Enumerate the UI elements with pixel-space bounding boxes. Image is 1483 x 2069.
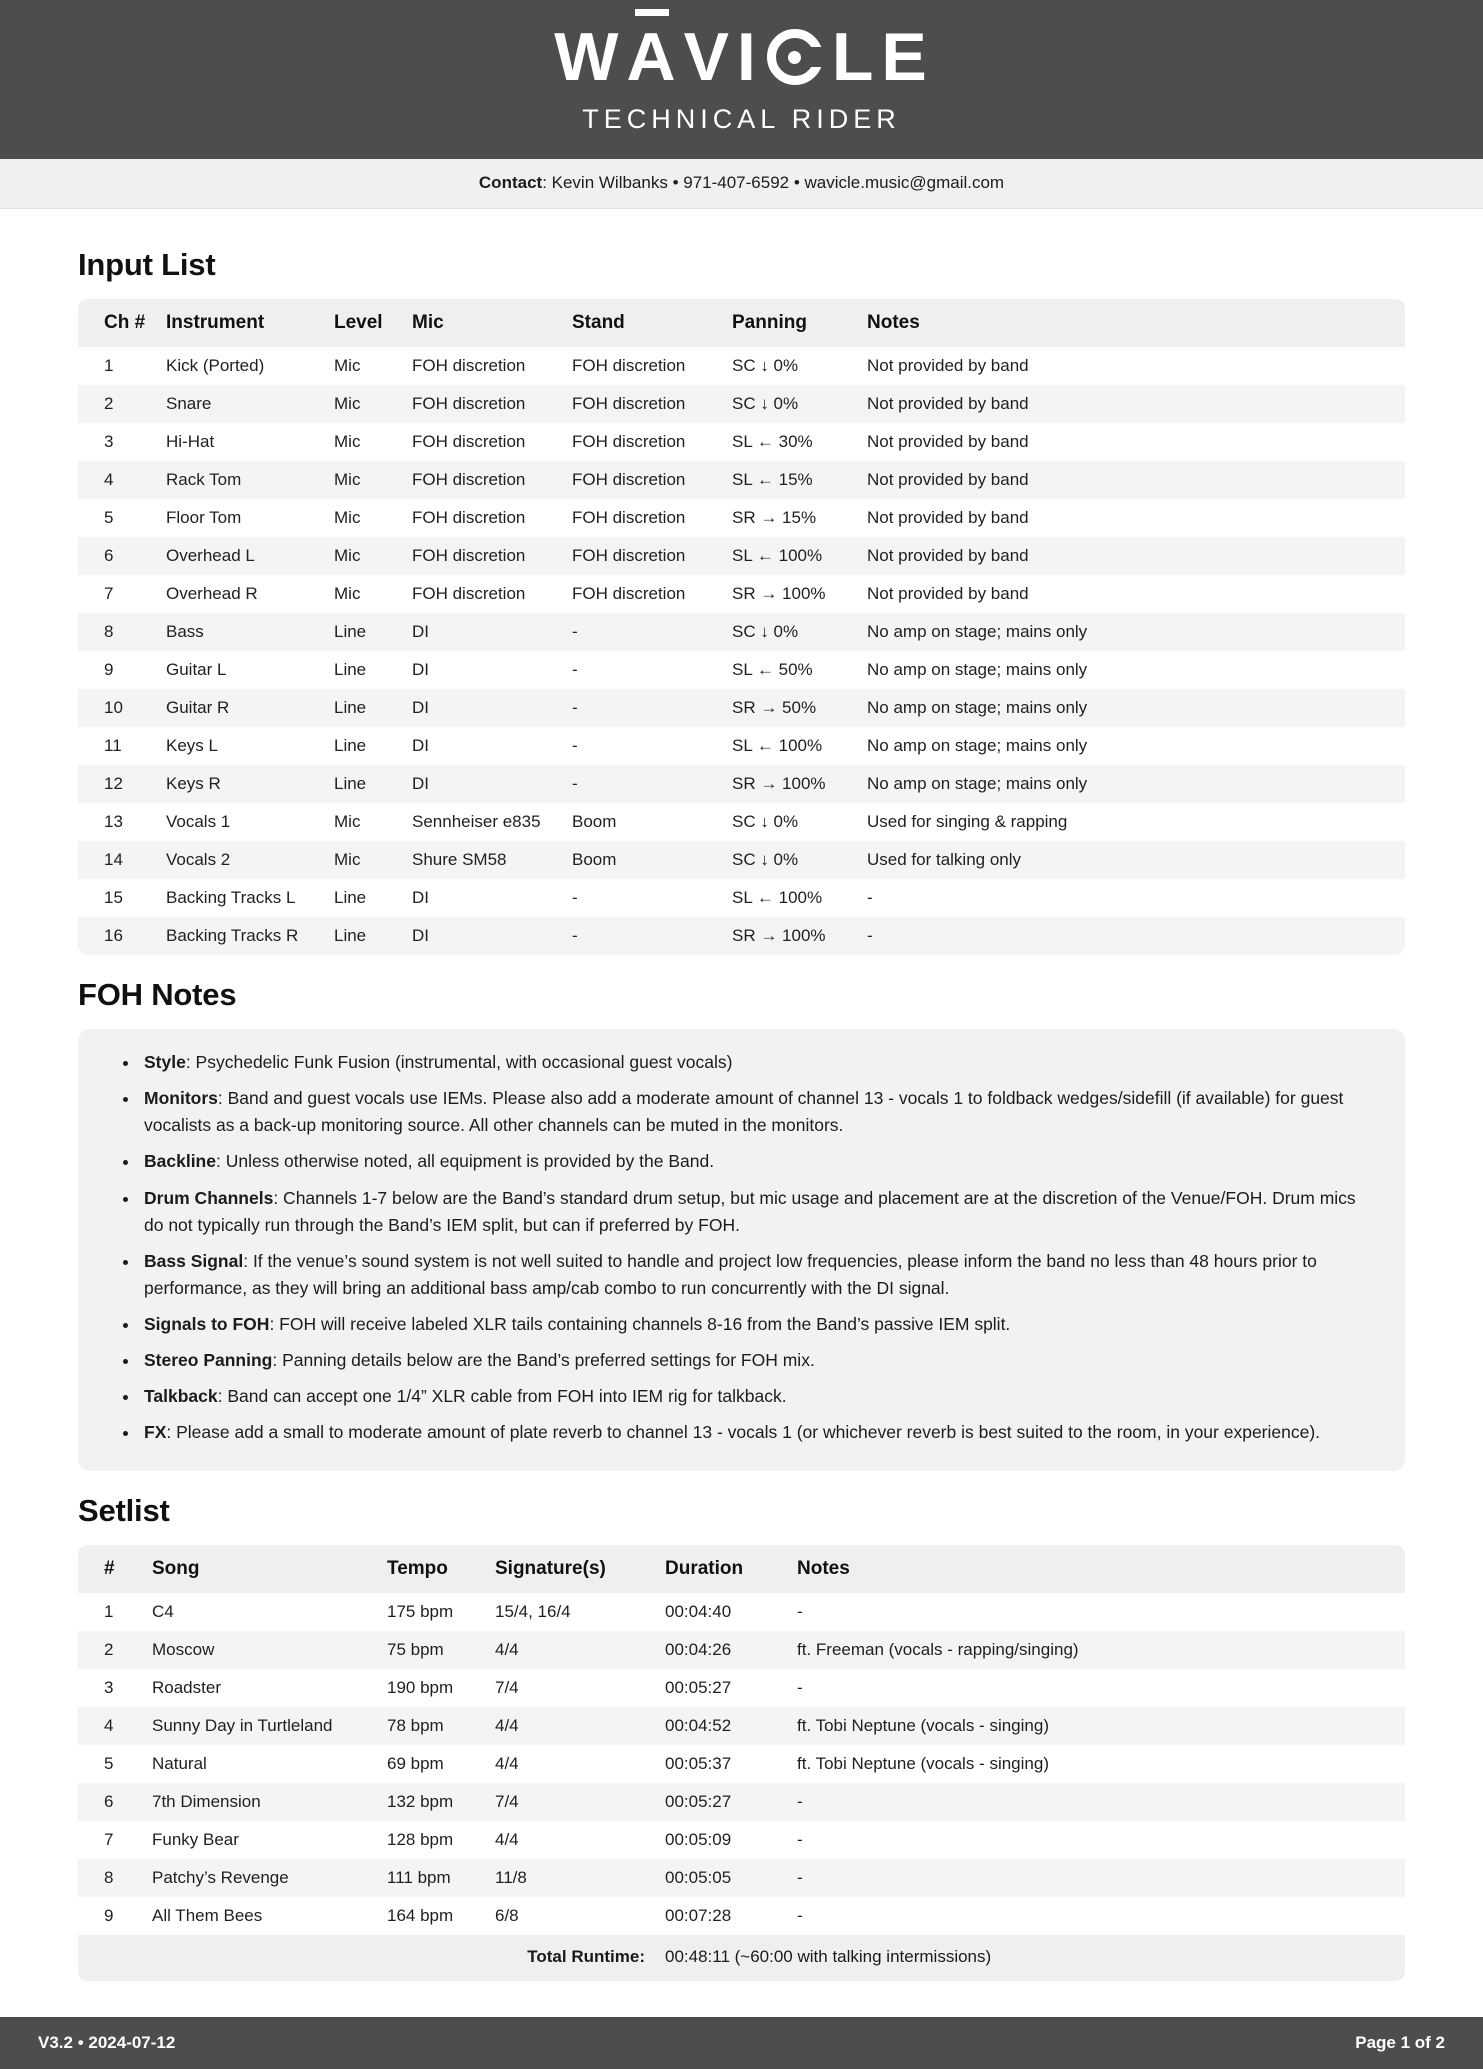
- cell-instrument: Rack Tom: [166, 470, 242, 489]
- foh-notes-list: [112, 1049, 1371, 1447]
- foh-notes-heading: FOH Notes: [78, 977, 237, 1012]
- list-item: [140, 1347, 1371, 1374]
- table-row: [78, 1593, 1405, 1631]
- cell-set-notes: ft. Tobi Neptune (vocals - singing): [797, 1715, 1049, 1735]
- cell-stand: FOH discretion: [572, 470, 686, 489]
- cell-mic: DI: [412, 736, 429, 755]
- cell-stand: FOH discretion: [572, 546, 686, 565]
- cell-instrument: Overhead R: [166, 584, 258, 603]
- cell-panning: SL ← 100%: [732, 736, 823, 755]
- table-row: [78, 1631, 1405, 1669]
- cell-instrument: Bass: [166, 622, 204, 641]
- cell-stand: Boom: [572, 812, 617, 831]
- table-row: [78, 385, 1405, 423]
- cell-ch: 16: [104, 926, 123, 945]
- cell-stand: FOH discretion: [572, 508, 686, 527]
- cell-panning: SL ← 50%: [732, 660, 813, 679]
- col-song: Song: [142, 1545, 377, 1593]
- cell-tempo: 111 bpm: [387, 1867, 451, 1887]
- table-row: [78, 347, 1405, 385]
- cell-set-notes: -: [797, 1829, 803, 1849]
- input-list-heading: Input List: [78, 247, 216, 282]
- cell-level: Mic: [334, 508, 361, 527]
- table-row: [78, 727, 1405, 765]
- cell-signature: 4/4: [495, 1715, 519, 1735]
- note-label: Signals to FOH: [144, 1314, 270, 1334]
- col-number: #: [78, 1545, 142, 1593]
- cell-song: Funky Bear: [152, 1829, 239, 1849]
- cell-notes: Not provided by band: [867, 356, 1029, 375]
- cell-ch: 13: [104, 812, 123, 831]
- document-footer: [0, 2017, 1483, 2069]
- cell-set-notes: -: [797, 1677, 803, 1697]
- cell-stand: FOH discretion: [572, 432, 686, 451]
- cell-ch: 4: [104, 470, 114, 489]
- cell-panning: SL ← 15%: [732, 470, 813, 489]
- cell-level: Mic: [334, 546, 361, 565]
- cell-instrument: Backing Tracks R: [166, 926, 299, 945]
- cell-ch: 12: [104, 774, 123, 793]
- cell-mic: Sennheiser e835: [412, 812, 541, 831]
- cell-stand: FOH discretion: [572, 394, 686, 413]
- cell-duration: 00:05:27: [665, 1677, 732, 1697]
- note-text: : Band and guest vocals use IEMs. Please also add a moderate amount of channel 13 - vocals 1 to foldback wedges/sidefill (if available) for guest vocalists as a back-up monitoring source. All other channels can be muted in the monitors.: [144, 1088, 1344, 1136]
- setlist-footer-row: [78, 1935, 1405, 1981]
- cell-mic: FOH discretion: [412, 508, 526, 527]
- cell-level: Mic: [334, 356, 361, 375]
- cell-level: Mic: [334, 584, 361, 603]
- cell-level: Line: [334, 622, 367, 641]
- cell-panning: SR → 100%: [732, 774, 826, 793]
- table-row: [78, 423, 1405, 461]
- cell-song: Roadster: [152, 1677, 221, 1697]
- setlist-table: [78, 1545, 1405, 1981]
- cell-number: 5: [104, 1753, 114, 1773]
- list-item: [140, 1148, 1371, 1175]
- cell-instrument: Keys R: [166, 774, 221, 793]
- table-row: [78, 575, 1405, 613]
- cell-song: C4: [152, 1601, 174, 1621]
- cell-instrument: Overhead L: [166, 546, 255, 565]
- cell-notes: Used for singing & rapping: [867, 812, 1068, 831]
- cell-level: Line: [334, 698, 367, 717]
- wavicle-logo: [0, 20, 1483, 94]
- cell-notes: Used for talking only: [867, 850, 1022, 869]
- list-item: [140, 1419, 1371, 1446]
- logo-letter-i: I: [736, 19, 758, 95]
- list-item: [140, 1185, 1371, 1239]
- cell-signature: 4/4: [495, 1829, 519, 1849]
- cell-tempo: 132 bpm: [387, 1791, 454, 1811]
- cell-instrument: Floor Tom: [166, 508, 242, 527]
- table-row: [78, 1745, 1405, 1783]
- note-label: Backline: [144, 1151, 216, 1172]
- note-text: : Unless otherwise noted, all equipment is provided by the Band.: [215, 1151, 715, 1172]
- cell-panning: SR → 100%: [732, 926, 826, 945]
- cell-level: Mic: [334, 470, 361, 489]
- cell-song: 7th Dimension: [152, 1791, 261, 1811]
- cell-signature: 11/8: [495, 1867, 527, 1887]
- foh-notes-card: [78, 1029, 1405, 1471]
- table-row: [78, 499, 1405, 537]
- cell-mic: DI: [412, 698, 429, 717]
- cell-panning: SL ← 30%: [732, 432, 813, 451]
- input-list-table: [78, 299, 1405, 955]
- macron-bar-icon: [635, 9, 669, 16]
- note-text: : Psychedelic Funk Fusion (instrumental, with occasional guest vocals): [185, 1052, 733, 1072]
- cell-panning: SR → 50%: [732, 698, 817, 717]
- cell-level: Line: [334, 660, 367, 679]
- cell-panning: SR → 15%: [732, 508, 817, 527]
- cell-duration: 00:04:52: [665, 1715, 732, 1735]
- cell-tempo: 69 bpm: [387, 1753, 444, 1773]
- table-row: [78, 537, 1405, 575]
- cell-duration: 00:05:27: [665, 1791, 732, 1811]
- cell-tempo: 175 bpm: [387, 1601, 454, 1621]
- input-list-body: [78, 347, 1405, 955]
- note-text: : Band can accept one 1/4” XLR cable from FOH into IEM rig for talkback.: [217, 1386, 787, 1407]
- cell-mic: FOH discretion: [412, 546, 526, 565]
- cell-instrument: Backing Tracks L: [166, 888, 296, 907]
- col-signature: Signature(s): [485, 1545, 655, 1593]
- cell-tempo: 75 bpm: [387, 1639, 444, 1659]
- document-subtitle: TECHNICAL RIDER: [582, 104, 901, 134]
- cell-stand: -: [572, 774, 578, 793]
- col-panning: Panning: [722, 299, 857, 347]
- footer-page-number: Page 1 of 2: [1355, 2032, 1445, 2052]
- cell-panning: SC ↓ 0%: [732, 622, 799, 641]
- cell-panning: SL ← 100%: [732, 546, 823, 565]
- cell-number: 2: [104, 1639, 114, 1659]
- cell-notes: -: [867, 888, 873, 907]
- table-row: [78, 803, 1405, 841]
- note-label: Drum Channels: [144, 1187, 274, 1208]
- cell-ch: 10: [104, 698, 123, 717]
- col-tempo: Tempo: [377, 1545, 485, 1593]
- cell-instrument: Guitar R: [166, 698, 230, 717]
- cell-tempo: 190 bpm: [387, 1677, 454, 1697]
- cell-notes: Not provided by band: [867, 470, 1029, 489]
- table-row: [78, 689, 1405, 727]
- total-runtime-label: Total Runtime:: [78, 1935, 655, 1981]
- cell-mic: Shure SM58: [412, 850, 507, 869]
- note-text: : Please add a small to moderate amount of plate reverb to channel 13 - vocals 1 (or whichever reverb is best suited to the room, in your experience).: [166, 1422, 1321, 1443]
- cell-number: 1: [104, 1601, 114, 1621]
- cell-set-notes: -: [797, 1867, 803, 1887]
- cell-notes: No amp on stage; mains only: [867, 774, 1088, 793]
- cell-ch: 2: [104, 394, 114, 413]
- cell-level: Mic: [334, 812, 361, 831]
- table-row: [78, 651, 1405, 689]
- note-label: Style: [144, 1052, 186, 1072]
- cell-level: Mic: [334, 432, 361, 451]
- cell-song: Moscow: [152, 1639, 215, 1659]
- cell-set-notes: -: [797, 1905, 803, 1925]
- cell-mic: FOH discretion: [412, 356, 526, 375]
- cell-duration: 00:05:37: [665, 1753, 732, 1773]
- table-row: [78, 879, 1405, 917]
- document-header: [0, 0, 1483, 159]
- cell-notes: No amp on stage; mains only: [867, 698, 1088, 717]
- note-text: : Channels 1-7 below are the Band’s standard drum setup, but mic usage and placement are at the discretion of the Venue/FOH. Drum mics do not typically run through the Band’s IEM split, but can if preferred by FOH.: [144, 1187, 1356, 1235]
- cell-ch: 14: [104, 850, 123, 869]
- cell-instrument: Guitar L: [166, 660, 227, 679]
- cell-ch: 6: [104, 546, 114, 565]
- table-row: [78, 841, 1405, 879]
- cell-stand: -: [572, 698, 578, 717]
- col-level: Level: [324, 299, 402, 347]
- cell-song: All Them Bees: [152, 1905, 263, 1925]
- note-text: : Panning details below are the Band’s preferred settings for FOH mix.: [272, 1350, 815, 1371]
- cell-duration: 00:07:28: [665, 1905, 732, 1925]
- cell-level: Line: [334, 736, 367, 755]
- cell-panning: SC ↓ 0%: [732, 394, 799, 413]
- logo-letter-v: V: [683, 19, 731, 95]
- cell-stand: FOH discretion: [572, 356, 686, 375]
- cell-stand: -: [572, 888, 578, 907]
- note-text: : FOH will receive labeled XLR tails containing channels 8-16 from the Band’s passive IEM split.: [269, 1314, 1011, 1334]
- cell-tempo: 164 bpm: [387, 1905, 454, 1925]
- cell-duration: 00:05:09: [665, 1829, 732, 1849]
- cell-signature: 7/4: [495, 1791, 519, 1811]
- cell-level: Mic: [334, 394, 361, 413]
- cell-signature: 4/4: [495, 1639, 519, 1659]
- cell-number: 3: [104, 1677, 114, 1697]
- table-row: [78, 1783, 1405, 1821]
- list-item: [140, 1383, 1371, 1410]
- cell-instrument: Vocals 1: [166, 812, 231, 831]
- col-stand: Stand: [562, 299, 722, 347]
- table-row: [78, 1859, 1405, 1897]
- cell-instrument: Kick (Ported): [166, 356, 265, 375]
- cell-set-notes: -: [797, 1791, 803, 1811]
- cell-song: Patchy’s Revenge: [152, 1867, 289, 1887]
- cell-duration: 00:04:40: [665, 1601, 732, 1621]
- cell-ch: 9: [104, 660, 114, 679]
- cell-signature: 7/4: [495, 1677, 519, 1697]
- cell-number: 6: [104, 1791, 114, 1811]
- cell-ch: 15: [104, 888, 123, 907]
- cell-stand: Boom: [572, 850, 617, 869]
- cell-notes: Not provided by band: [867, 546, 1029, 565]
- cell-notes: No amp on stage; mains only: [867, 622, 1088, 641]
- list-item: [140, 1049, 1371, 1076]
- cell-level: Mic: [334, 850, 361, 869]
- cell-stand: FOH discretion: [572, 584, 686, 603]
- cell-number: 9: [104, 1905, 114, 1925]
- cell-mic: FOH discretion: [412, 394, 526, 413]
- table-row: [78, 1821, 1405, 1859]
- cell-level: Line: [334, 926, 367, 945]
- cell-notes: No amp on stage; mains only: [867, 736, 1088, 755]
- table-row: [78, 1669, 1405, 1707]
- cell-mic: DI: [412, 622, 429, 641]
- list-item: [140, 1248, 1371, 1302]
- table-row: [78, 1707, 1405, 1745]
- cell-ch: 11: [104, 736, 122, 755]
- note-label: Monitors: [144, 1088, 218, 1109]
- cell-panning: SC ↓ 0%: [732, 812, 799, 831]
- cell-mic: FOH discretion: [412, 470, 526, 489]
- cell-set-notes: ft. Tobi Neptune (vocals - singing): [797, 1753, 1049, 1773]
- cell-mic: FOH discretion: [412, 432, 526, 451]
- cell-notes: No amp on stage; mains only: [867, 660, 1088, 679]
- page-body: [0, 209, 1483, 1991]
- list-item: [140, 1085, 1371, 1139]
- cell-notes: Not provided by band: [867, 394, 1029, 413]
- cell-mic: DI: [412, 926, 429, 945]
- table-row: [78, 613, 1405, 651]
- footer-version: V3.2 • 2024-07-12: [38, 2032, 176, 2052]
- cell-duration: 00:04:26: [665, 1639, 732, 1659]
- note-label: FX: [144, 1422, 167, 1443]
- cell-ch: 8: [104, 622, 114, 641]
- setlist-heading: Setlist: [78, 1492, 170, 1528]
- cell-notes: Not provided by band: [867, 432, 1029, 451]
- col-notes: Notes: [857, 299, 1405, 347]
- cell-stand: -: [572, 926, 578, 945]
- col-instrument: Instrument: [156, 299, 324, 347]
- cell-song: Sunny Day in Turtleland: [152, 1715, 333, 1735]
- cell-mic: DI: [412, 888, 429, 907]
- cell-instrument: Hi-Hat: [166, 432, 215, 451]
- cell-mic: FOH discretion: [412, 584, 526, 603]
- cell-level: Line: [334, 774, 367, 793]
- cell-number: 7: [104, 1829, 114, 1849]
- cell-signature: 4/4: [495, 1753, 519, 1773]
- cell-notes: Not provided by band: [867, 584, 1029, 603]
- cell-number: 8: [104, 1867, 114, 1887]
- note-label: Bass Signal: [144, 1250, 244, 1271]
- cell-panning: SL ← 100%: [732, 888, 823, 907]
- note-label: Talkback: [144, 1386, 218, 1407]
- cell-tempo: 128 bpm: [387, 1829, 454, 1849]
- cell-ch: 7: [104, 584, 114, 603]
- cell-signature: 15/4, 16/4: [495, 1601, 571, 1621]
- cell-panning: SR → 100%: [732, 584, 826, 603]
- cell-notes: Not provided by band: [867, 508, 1029, 527]
- table-row: [78, 461, 1405, 499]
- table-row: [78, 765, 1405, 803]
- cell-ch: 3: [104, 432, 114, 451]
- cell-mic: DI: [412, 660, 429, 679]
- logo-letter-e: E: [881, 19, 929, 95]
- cell-set-notes: -: [797, 1601, 803, 1621]
- cell-number: 4: [104, 1715, 114, 1735]
- note-label: Stereo Panning: [144, 1350, 273, 1371]
- cell-ch: 5: [104, 508, 114, 527]
- contact-details: : Kevin Wilbanks • 971-407-6592 • wavicle.music@gmail.com: [542, 173, 1005, 192]
- list-item: [140, 1311, 1371, 1338]
- setlist-header-row: [78, 1545, 1405, 1593]
- col-ch: Ch #: [78, 299, 156, 347]
- col-set-notes: Notes: [787, 1545, 1405, 1593]
- col-duration: Duration: [655, 1545, 787, 1593]
- cell-set-notes: ft. Freeman (vocals - rapping/singing): [797, 1639, 1079, 1659]
- cell-signature: 6/8: [495, 1905, 519, 1925]
- cell-instrument: Keys L: [166, 736, 218, 755]
- cell-mic: DI: [412, 774, 429, 793]
- cell-duration: 00:05:05: [665, 1867, 732, 1887]
- cell-panning: SC ↓ 0%: [732, 850, 799, 869]
- col-mic: Mic: [402, 299, 562, 347]
- cell-ch: 1: [104, 356, 114, 375]
- table-row: [78, 1897, 1405, 1935]
- logo-letter-a-macron: A: [626, 23, 677, 91]
- setlist-body: [78, 1593, 1405, 1935]
- cell-song: Natural: [152, 1753, 207, 1773]
- cell-instrument: Vocals 2: [166, 850, 231, 869]
- cell-level: Line: [334, 888, 367, 907]
- input-list-header-row: [78, 299, 1405, 347]
- logo-letter-c-dot-icon: [767, 29, 823, 85]
- total-runtime-value: 00:48:11 (~60:00 with talking intermissions): [655, 1935, 1405, 1981]
- table-row: [78, 917, 1405, 955]
- cell-stand: -: [572, 660, 578, 679]
- cell-stand: -: [572, 622, 578, 641]
- contact-bar: [0, 159, 1483, 209]
- cell-stand: -: [572, 736, 578, 755]
- cell-notes: -: [867, 926, 873, 945]
- logo-letter-w: W: [554, 19, 621, 95]
- contact-label: Contact: [478, 173, 543, 192]
- logo-letter-l: L: [831, 19, 876, 95]
- cell-panning: SC ↓ 0%: [732, 356, 799, 375]
- cell-instrument: Snare: [166, 394, 212, 413]
- cell-tempo: 78 bpm: [387, 1715, 444, 1735]
- note-text: : If the venue’s sound system is not well suited to handle and project low frequencies, please inform the band no less than 48 hours prior to performance, as they will bring an additional bass amp/cab combo to run concurrently with the DI signal.: [144, 1250, 1317, 1298]
